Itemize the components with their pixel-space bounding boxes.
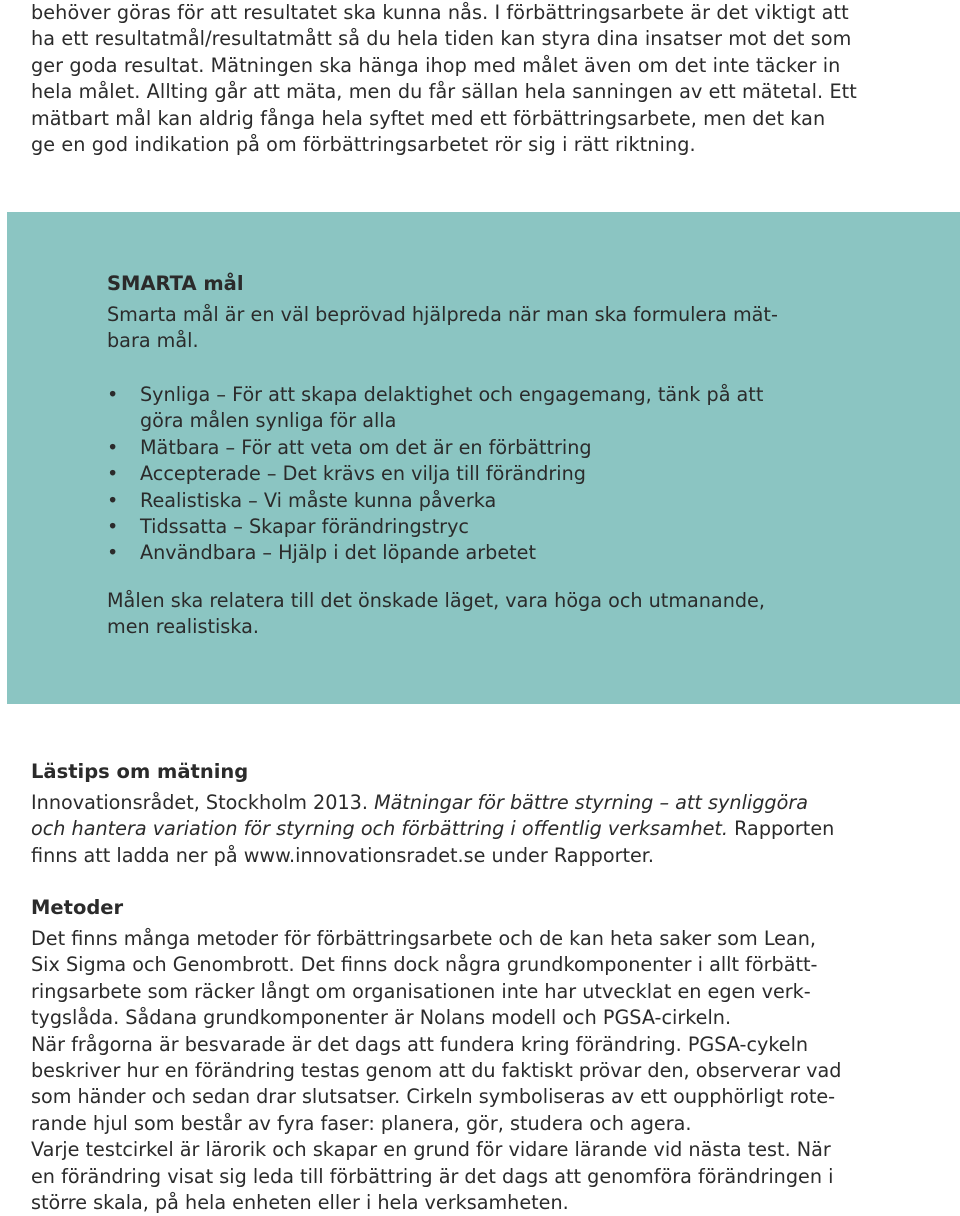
metoder-line: ringsarbete som räcker långt om organisationen inte har utvecklat en egen verk- (31, 979, 811, 1003)
smarta-list-item (107, 514, 867, 540)
smarta-item-line: Realistiska – Vi måste kunna påverka (140, 488, 497, 512)
smarta-item-line: göra målen synliga för alla (140, 409, 397, 433)
metoder-line: beskriver hur en förändring testas genom att du faktiskt prövar den, observerar vad (31, 1059, 842, 1083)
smarta-intro-line: bara mål. (107, 329, 199, 353)
metoder-line: som händer och sedan drar slutsatser. Cirkeln symboliseras av ett oupphörligt rote- (31, 1085, 836, 1109)
bullet-icon: • (107, 383, 119, 406)
smarta-item-line: Mätbara – För att veta om det är en förbättring (140, 435, 592, 459)
bullet-icon: • (107, 488, 119, 512)
smarta-intro-line: Smarta mål är en väl beprövad hjälpreda när man ska formulera mät- (107, 303, 778, 326)
intro-line: hela målet. Allting går att mäta, men du får sällan hela sanningen av ett mätetal. Ett (31, 80, 857, 104)
lastips-line (31, 816, 936, 842)
metoder-line: tygslåda. Sådana grundkomponenter är Nolans modell och PGSA-cirkeln. (31, 1006, 732, 1030)
intro-paragraph (31, 0, 936, 158)
metoder-heading: Metoder (31, 896, 124, 919)
metoder-line: rande hjul som består av fyra faser: planera, gör, studera och agera. (31, 1111, 692, 1135)
smarta-list-item (107, 461, 867, 487)
lastips-source: Innovationsrådet, Stockholm 2013. (31, 791, 375, 814)
intro-line: ha ett resultatmål/resultatmått så du hela tiden kan styra dina insatser mot det som (31, 27, 852, 51)
lastips-line: finns att ladda ner på www.innovationsradet.se under Rapporter. (31, 843, 655, 867)
smarta-list-item (107, 382, 867, 435)
smarta-outro (107, 588, 867, 641)
smarta-info-box (7, 212, 960, 704)
smarta-title: SMARTA mål (107, 272, 244, 295)
lastips-heading: Lästips om mätning (31, 760, 249, 783)
intro-line: mätbart mål kan aldrig fånga hela syftet med ett förbättringsarbete, men det kan (31, 106, 826, 130)
bullet-icon: • (107, 515, 119, 539)
lastips-text: Rapporten (728, 817, 835, 841)
metoder-line: När frågorna är besvarade är det dags att fundera kring förändring. PGSA-cykeln (31, 1032, 809, 1056)
lastips-line (31, 790, 936, 816)
lastips-body (31, 790, 936, 869)
lastips-report-title: Mätningar för bättre styrning – att synliggöra (374, 791, 808, 814)
smarta-list (107, 382, 867, 567)
metoder-line: en förändring visat sig leda till förbättring är det dags att genomföra förändringen i (31, 1164, 834, 1188)
smarta-item-line: Användbara – Hjälp i det löpande arbetet (140, 541, 537, 565)
smarta-list-item (107, 488, 867, 514)
metoder-line: Det finns många metoder för förbättringsarbete och de kan heta saker som Lean, (31, 927, 816, 950)
bullet-icon: • (107, 462, 119, 486)
metoder-line: Varje testcirkel är lärorik och skapar en grund för vidare lärande vid nästa test. När (31, 1138, 831, 1162)
intro-line: ger goda resultat. Mätningen ska hänga ihop med målet även om det inte täcker in (31, 53, 841, 77)
smarta-item-line: Tidssatta – Skapar förändringstryc (140, 515, 469, 539)
bullet-icon: • (107, 541, 119, 565)
metoder-line: större skala, på hela enheten eller i hela verksamheten. (31, 1191, 569, 1215)
smarta-list-item (107, 540, 867, 566)
smarta-item-line: Accepterade – Det krävs en vilja till förändring (140, 462, 586, 486)
metoder-body (31, 926, 936, 1216)
smarta-list-item (107, 435, 867, 461)
smarta-outro-line: men realistiska. (107, 615, 259, 639)
bullet-icon: • (107, 435, 119, 459)
smarta-item-line: Synliga – För att skapa delaktighet och engagemang, tänk på att (140, 383, 764, 406)
lastips-report-title-cont: och hantera variation för styrning och förbättring i offentlig verksamhet. (31, 817, 729, 841)
metoder-line: Six Sigma och Genombrott. Det finns dock några grundkomponenter i allt förbätt- (31, 953, 818, 977)
smarta-intro (107, 302, 867, 355)
intro-line: behöver göras för att resultatet ska kunna nås. I förbättringsarbete är det viktigt att (31, 1, 849, 24)
smarta-outro-line: Målen ska relatera till det önskade läget, vara höga och utmanande, (107, 589, 765, 612)
intro-line: ge en god indikation på om förbättringsarbetet rör sig i rätt riktning. (31, 133, 696, 157)
